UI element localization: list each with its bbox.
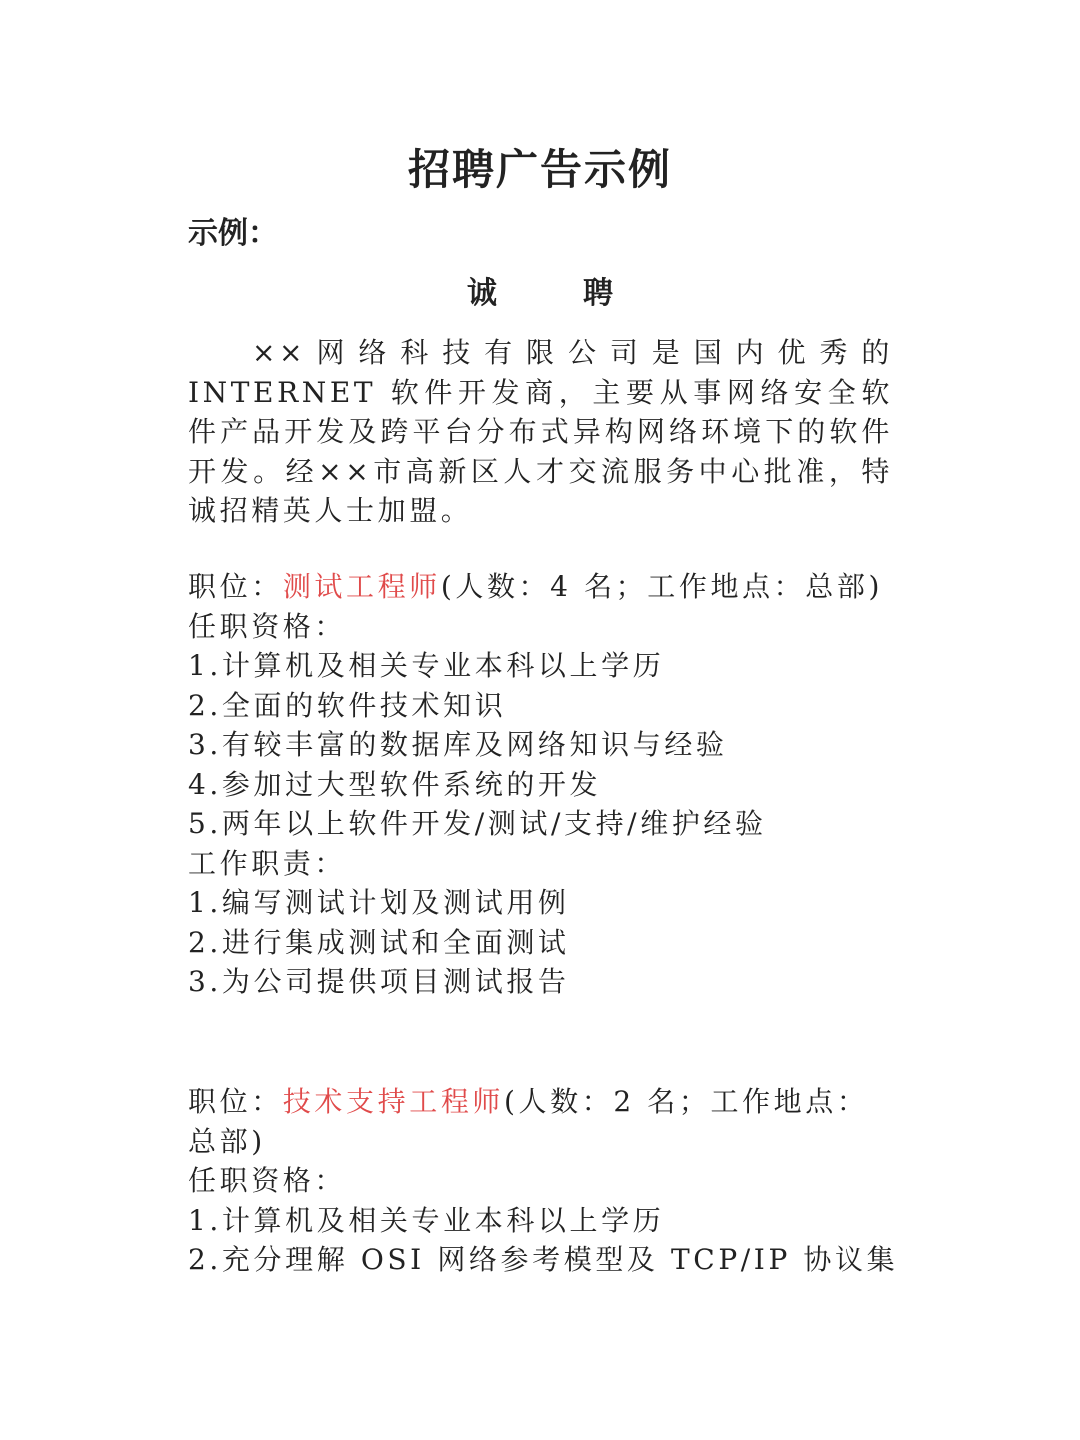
duty-item: 1.编写测试计划及测试用例 [188,886,570,919]
duties-label: 工作职责： [188,846,347,880]
qualification-item: 3.有较丰富的数据库及网络知识与经验 [188,728,728,761]
position-details: (人数：4 名；工作地点：总部) [440,570,883,603]
qualification-item: 1.计算机及相关专业本科以上学历 [188,1203,665,1237]
position-details: (人数：2 名；工作地点：总部) [188,1085,869,1158]
position-line [188,1082,893,1161]
position-name: 测试工程师 [282,570,441,603]
duty-item: 2.进行集成测试和全面测试 [188,925,570,959]
ad-heading [0,272,1080,316]
example-label: 示例： [188,216,278,251]
ad-heading-left: 诚 [467,276,497,311]
qualifications-label: 任职资格： [188,609,347,643]
qualifications-label: 任职资格： [188,1164,347,1197]
position-section-1 [188,567,893,1002]
qualification-item: 2.全面的软件技术知识 [188,688,507,722]
ad-heading-right: 聘 [583,276,613,311]
duty-item: 3.为公司提供项目测试报告 [188,965,570,998]
qualification-item: 5.两年以上软件开发/测试/支持/维护经验 [188,807,767,840]
qualification-item: 4.参加过大型软件系统的开发 [188,767,602,801]
qualification-item: 1.计算机及相关专业本科以上学历 [188,649,665,682]
position-section-2 [188,1082,899,1280]
position-line [188,567,893,607]
position-prefix: 职位： [188,570,283,603]
position-name: 技术支持工程师 [282,1085,505,1118]
company-intro: ××网络科技有限公司是国内优秀的 INTERNET 软件开发商，主要从事网络安全软件产品开发及跨平台分布式异构网络环境下的软件开发。经××市高新区人才交流服务中心批准，特诚招精英人士加盟。 [188,336,893,527]
document-title: 招聘广告示例 [407,145,672,194]
qualification-item: 2.充分理解 OSI 网络参考模型及 TCP/IP 协议集 [188,1243,899,1276]
position-prefix: 职位： [188,1085,283,1118]
